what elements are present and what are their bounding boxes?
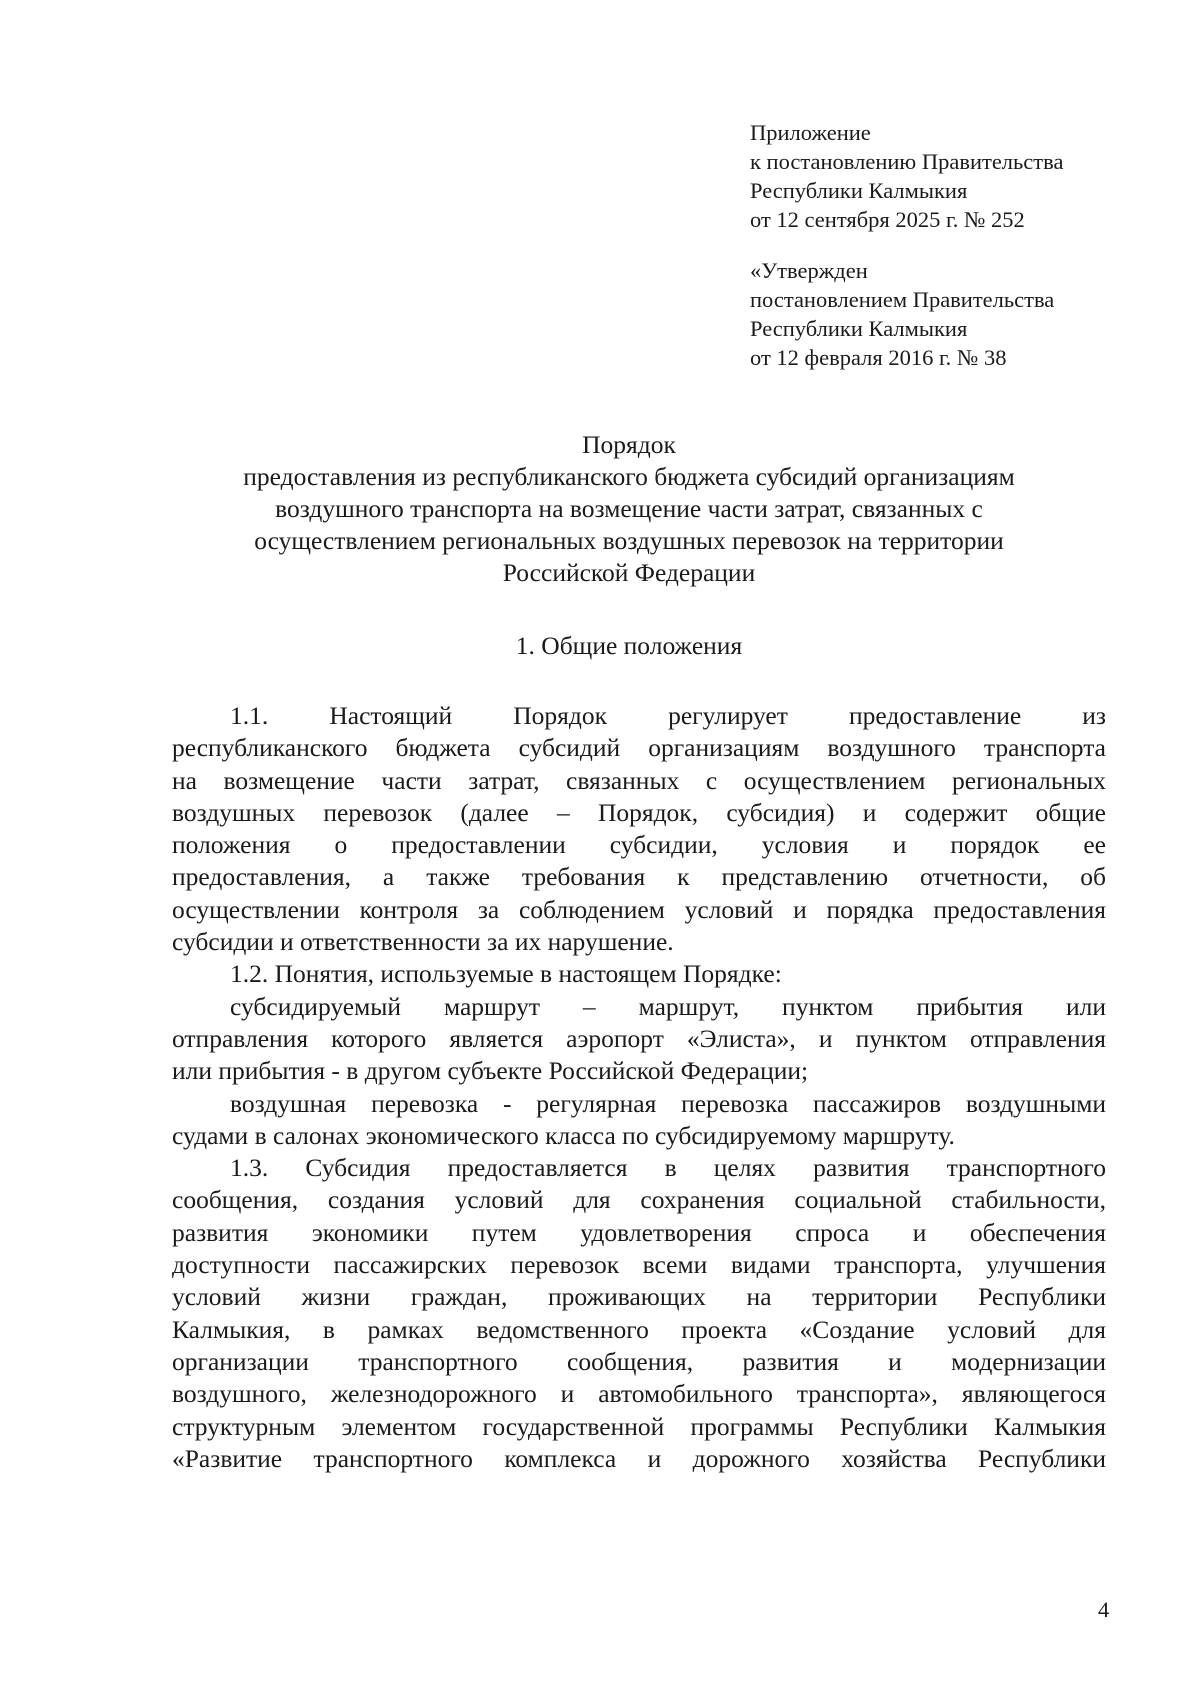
title-line: воздушного транспорта на возмещение части затрат, связанных с [275,494,983,523]
page-number: 4 [1098,1597,1110,1622]
body-line: доступности пассажирских перевозок всеми видами транспорта, улучшения [172,1250,1106,1280]
body-line: 1.1. Настоящий Порядок регулирует предоставление из [230,701,1106,730]
body-line: Калмыкия, в рамках ведомственного проекта «Создание условий для [172,1314,1106,1344]
approval-line: от 12 февраля 2016 г. № 38 [750,345,1007,370]
title-line: осуществлением региональных воздушных перевозок на территории [254,526,1004,555]
body-line: субсидии и ответственности за их нарушение. [172,927,674,957]
body-line: условий жизни граждан, проживающих на территории Республики [172,1282,1106,1312]
section-heading: 1. Общие положения [515,631,743,660]
title-line: Российской Федерации [502,558,756,587]
body-line: воздушная перевозка - регулярная перевозка пассажиров воздушными [230,1088,1106,1118]
appendix-line: Приложение [750,120,871,145]
appendix-line: к постановлению Правительства [750,149,1064,174]
approval-line: «Утвержден [750,258,868,283]
body-line: сообщения, создания условий для сохранения социальной стабильности, [172,1185,1106,1215]
title-line: предоставления из республиканского бюджета субсидий организациям [243,462,1015,491]
approval-line: Республики Калмыкия [750,316,968,341]
body-line: осуществлении контроля за соблюдением условий и порядка предоставления [172,894,1106,924]
body-line: 1.3. Субсидия предоставляется в целях развития транспортного [230,1153,1106,1183]
approval-line: постановлением Правительства [750,287,1055,312]
body-line: развития экономики путем удовлетворения спроса и обеспечения [172,1217,1106,1247]
appendix-line: от 12 сентября 2025 г. № 252 [750,207,1025,232]
body-text [172,700,1106,1475]
body-line: положения о предоставлении субсидии, условия и порядок ее [172,830,1106,860]
body-line: отправления которого является аэропорт «Элиста», и пунктом отправления [172,1023,1106,1053]
body-line: на возмещение части затрат, связанных с осуществлением региональных [172,765,1106,795]
body-line: «Развитие транспортного комплекса и дорожного хозяйства Республики [172,1443,1106,1473]
body-line: субсидируемый маршрут – маршрут, пунктом прибытия или [230,991,1106,1021]
body-line: структурным элементом государственной программы Республики Калмыкия [172,1411,1106,1441]
approval-header [750,256,1054,372]
body-line: предоставления, а также требования к представлению отчетности, об [172,862,1106,892]
body-line: воздушного, железнодорожного и автомобильного транспорта», являющегося [172,1379,1106,1409]
body-line: воздушных перевозок (далее – Порядок, субсидия) и содержит общие [172,797,1106,827]
appendix-header [750,118,1063,234]
title-line: Порядок [582,430,676,459]
body-line: организации транспортного сообщения, развития и модернизации [172,1346,1106,1376]
body-line: судами в салонах экономического класса по субсидируемому маршруту. [172,1120,955,1150]
body-line: или прибытия - в другом субъекте Российской Федерации; [172,1056,809,1086]
appendix-line: Республики Калмыкия [750,178,968,203]
body-line: республиканского бюджета субсидий организациям воздушного транспорта [172,733,1106,763]
document-title [170,429,1088,589]
body-line: 1.2. Понятия, используемые в настоящем Порядке: [230,959,782,989]
